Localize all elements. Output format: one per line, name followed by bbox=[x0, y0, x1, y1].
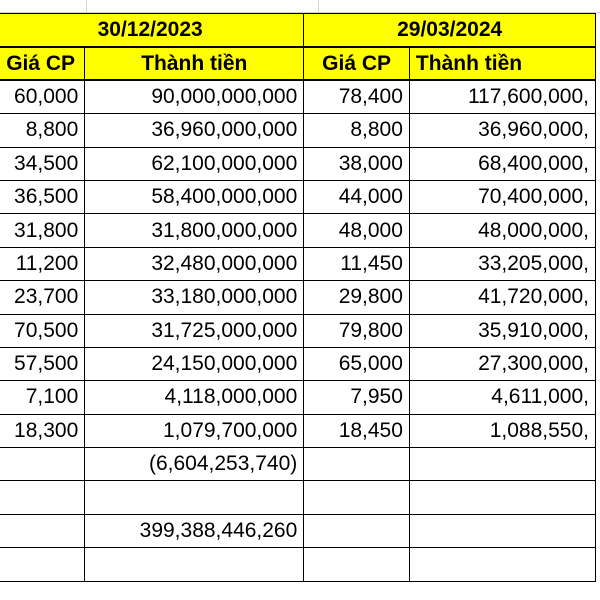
amount-cell[interactable]: 33,205,000, bbox=[409, 247, 595, 280]
header-cell-price[interactable]: Giá CP bbox=[304, 47, 410, 80]
price-cell[interactable]: 65,000 bbox=[304, 347, 410, 380]
table-row bbox=[0, 414, 596, 447]
table-row bbox=[0, 180, 596, 213]
price-cell[interactable]: 78,400 bbox=[304, 80, 410, 113]
amount-cell[interactable]: 31,800,000,000 bbox=[85, 214, 304, 247]
price-cell[interactable]: 8,800 bbox=[304, 114, 410, 147]
price-cell[interactable]: 36,500 bbox=[0, 180, 85, 213]
price-cell[interactable]: 11,450 bbox=[304, 247, 410, 280]
header-cell-amount[interactable]: Thành tiền bbox=[85, 47, 304, 80]
amount-cell[interactable]: 1,088,550, bbox=[409, 414, 595, 447]
column-header-row bbox=[0, 47, 596, 80]
table-row bbox=[0, 314, 596, 347]
spreadsheet-grid bbox=[0, 13, 596, 582]
price-cell[interactable] bbox=[304, 481, 410, 514]
table-row bbox=[0, 114, 596, 147]
amount-cell[interactable]: 1,079,700,000 bbox=[85, 414, 304, 447]
amount-cell[interactable]: 36,960,000,000 bbox=[85, 114, 304, 147]
price-cell[interactable]: 18,300 bbox=[0, 414, 85, 447]
price-cell[interactable]: 70,500 bbox=[0, 314, 85, 347]
amount-cell[interactable]: 4,118,000,000 bbox=[85, 381, 304, 414]
amount-cell[interactable]: 117,600,000, bbox=[409, 80, 595, 113]
amount-cell[interactable] bbox=[409, 514, 595, 547]
table-row bbox=[0, 381, 596, 414]
amount-cell[interactable]: 27,300,000, bbox=[409, 347, 595, 380]
amount-cell[interactable]: 33,180,000,000 bbox=[85, 281, 304, 314]
price-cell[interactable]: 57,500 bbox=[0, 347, 85, 380]
amount-cell[interactable] bbox=[85, 548, 304, 581]
price-cell[interactable] bbox=[304, 548, 410, 581]
price-cell[interactable]: 23,700 bbox=[0, 281, 85, 314]
price-cell[interactable]: 79,800 bbox=[304, 314, 410, 347]
price-cell[interactable] bbox=[304, 448, 410, 481]
price-cell[interactable]: 11,200 bbox=[0, 247, 85, 280]
amount-cell[interactable] bbox=[409, 548, 595, 581]
price-cell[interactable]: 8,800 bbox=[0, 114, 85, 147]
price-cell[interactable]: 48,000 bbox=[304, 214, 410, 247]
amount-cell[interactable]: 68,400,000, bbox=[409, 147, 595, 180]
amount-cell[interactable]: 62,100,000,000 bbox=[85, 147, 304, 180]
amount-cell[interactable]: 31,725,000,000 bbox=[85, 314, 304, 347]
header-cell-price[interactable]: Giá CP bbox=[0, 47, 85, 80]
amount-cell[interactable]: 70,400,000, bbox=[409, 180, 595, 213]
price-cell[interactable]: 7,950 bbox=[304, 381, 410, 414]
date-header-cell-1[interactable]: 30/12/2023 bbox=[0, 14, 304, 47]
amount-cell[interactable]: (6,604,253,740) bbox=[85, 448, 304, 481]
row-above-border bbox=[0, 0, 600, 13]
table-row bbox=[0, 481, 596, 514]
amount-cell[interactable]: 36,960,000, bbox=[409, 114, 595, 147]
table-row bbox=[0, 247, 596, 280]
amount-cell[interactable] bbox=[409, 448, 595, 481]
table-row bbox=[0, 80, 596, 113]
price-cell[interactable]: 38,000 bbox=[304, 147, 410, 180]
amount-cell[interactable] bbox=[85, 481, 304, 514]
amount-cell[interactable]: 41,720,000, bbox=[409, 281, 595, 314]
amount-cell[interactable]: 90,000,000,000 bbox=[85, 80, 304, 113]
header-cell-amount[interactable]: Thành tiền bbox=[409, 47, 595, 80]
price-cell[interactable] bbox=[0, 448, 85, 481]
table-row bbox=[0, 281, 596, 314]
table-row bbox=[0, 147, 596, 180]
amount-cell[interactable]: 32,480,000,000 bbox=[85, 247, 304, 280]
amount-cell[interactable]: 4,611,000, bbox=[409, 381, 595, 414]
price-cell[interactable]: 31,800 bbox=[0, 214, 85, 247]
price-cell[interactable] bbox=[0, 514, 85, 547]
price-cell[interactable] bbox=[0, 481, 85, 514]
table-row bbox=[0, 214, 596, 247]
amount-cell[interactable]: 24,150,000,000 bbox=[85, 347, 304, 380]
price-cell[interactable]: 44,000 bbox=[304, 180, 410, 213]
price-cell[interactable] bbox=[0, 548, 85, 581]
amount-cell[interactable]: 399,388,446,260 bbox=[85, 514, 304, 547]
price-cell[interactable] bbox=[304, 514, 410, 547]
price-cell[interactable]: 29,800 bbox=[304, 281, 410, 314]
table-row bbox=[0, 548, 596, 581]
price-cell[interactable]: 7,100 bbox=[0, 381, 85, 414]
amount-cell[interactable] bbox=[409, 481, 595, 514]
table-row bbox=[0, 448, 596, 481]
price-cell[interactable]: 60,000 bbox=[0, 80, 85, 113]
date-header-row bbox=[0, 14, 596, 47]
amount-cell[interactable]: 48,000,000, bbox=[409, 214, 595, 247]
date-header-cell-2[interactable]: 29/03/2024 bbox=[304, 14, 596, 47]
table-row bbox=[0, 514, 596, 547]
amount-cell[interactable]: 58,400,000,000 bbox=[85, 180, 304, 213]
amount-cell[interactable]: 35,910,000, bbox=[409, 314, 595, 347]
price-cell[interactable]: 34,500 bbox=[0, 147, 85, 180]
table-row bbox=[0, 347, 596, 380]
price-cell[interactable]: 18,450 bbox=[304, 414, 410, 447]
